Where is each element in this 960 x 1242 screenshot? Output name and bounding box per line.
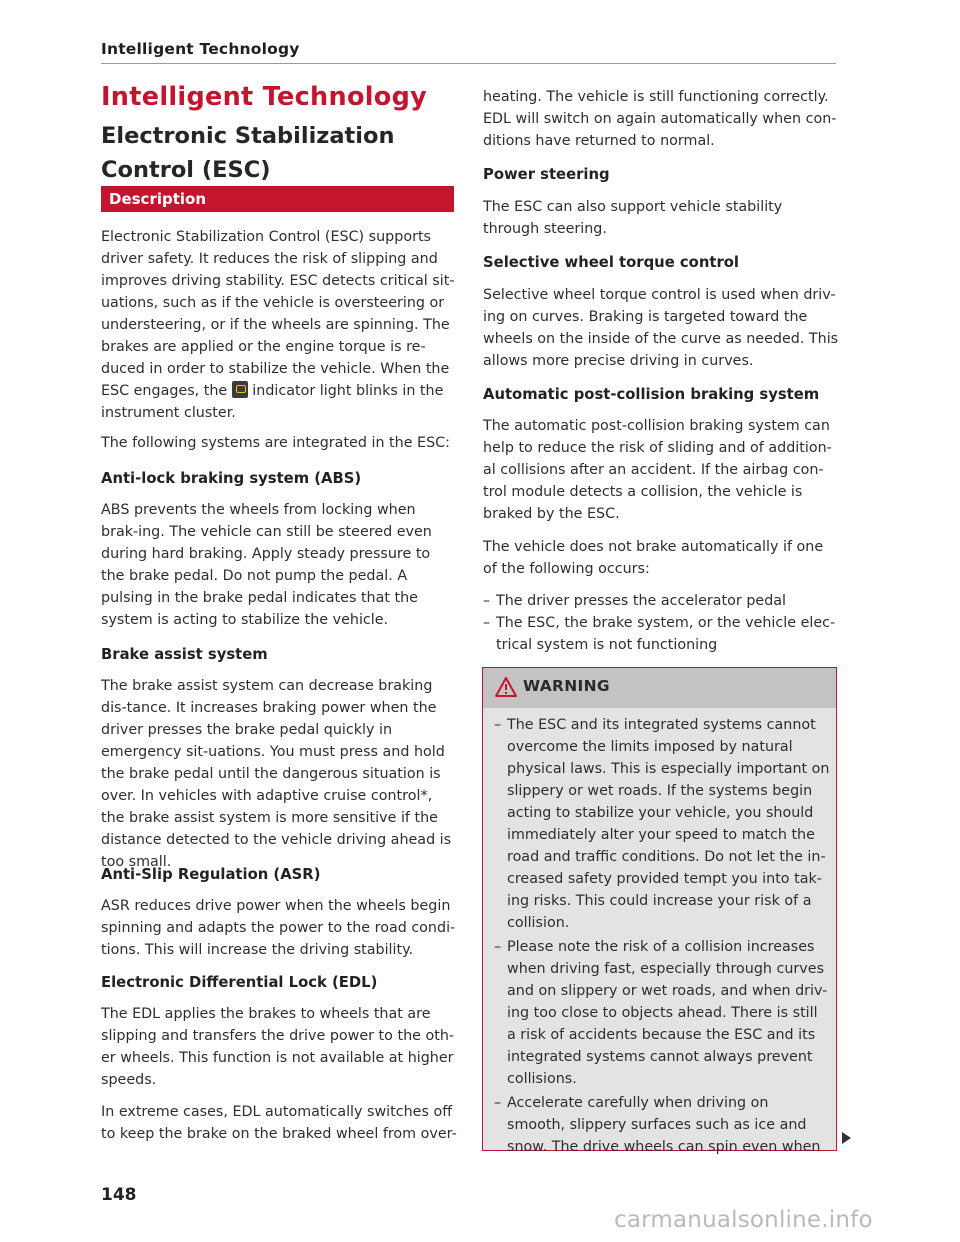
warning-body	[494, 714, 830, 1160]
intro-text-end: indicator light blinks in the instrument cluster.	[101, 383, 444, 421]
bas-heading: Brake assist system	[101, 646, 268, 663]
swtc-text: Selective wheel torque control is used when driv-ing on curves. Braking is targeted toward the wheels on the inside of the curve as needed. This allows more precise driving in curves.	[483, 287, 839, 369]
warning-item	[494, 936, 830, 1090]
power-steering-text: The ESC can also support vehicle stability through steering.	[483, 199, 783, 237]
asr-text: ASR reduces drive power when the wheels begin spinning and adapts the power to the road condi-tions. This will increase the driving stability.	[101, 898, 456, 958]
dash: –	[494, 1095, 502, 1111]
intro-text: Electronic Stabilization Control (ESC) supports driver safety. It reduces the risk of slipping and improves driving stability. ESC detects critical sit-uations, such as if the vehicle is oversteering or understeering, or if the wheels are spinning. The brakes are applied or the engine torque is re-duced in order to stabilize the vehicle. When the ESC engages, the	[101, 229, 455, 399]
list-item	[483, 590, 839, 612]
warning-item	[494, 1092, 830, 1158]
abs-text: ABS prevents the wheels from locking when brak-ing. The vehicle can still be steered even during hard braking. Apply steady pressure to the brake pedal. Do not pump the pedal. A pulsing in the brake pedal indicates that the system is acting to stabilize the vehicle.	[101, 502, 432, 628]
warning-triangle-icon	[495, 677, 517, 697]
integrated-text: The following systems are integrated in the ESC:	[101, 435, 450, 451]
warning-item-text: Please note the risk of a collision increases when driving fast, especially through curves and on slippery or wet roads, and when driv-ing too close to objects ahead. There is still a risk of accidents because the ESC and its integrated systems cannot always prevent collisions.	[507, 939, 828, 1087]
continue-arrow-icon	[842, 1132, 851, 1144]
edl-continued-text: heating. The vehicle is still functioning correctly. EDL will switch on again automatically when con-ditions have returned to normal.	[483, 89, 837, 149]
list-item-text: The driver presses the accelerator pedal	[496, 593, 787, 609]
warning-box	[482, 667, 837, 1155]
section-title: Electronic Stabilization Control (ESC)	[101, 123, 395, 183]
page-number: 148	[101, 1185, 137, 1205]
apcb-heading: Automatic post-collision braking system	[483, 386, 820, 403]
dash: –	[483, 593, 491, 609]
list-item-text: The ESC, the brake system, or the vehicle elec-trical system is not functioning	[496, 615, 836, 653]
swtc-heading: Selective wheel torque control	[483, 254, 739, 271]
running-header: Intelligent Technology	[101, 40, 300, 58]
intro-paragraph	[101, 226, 461, 424]
asr-heading: Anti-Slip Regulation (ASR)	[101, 866, 321, 883]
warning-header	[483, 668, 836, 708]
power-steering-heading: Power steering	[483, 166, 610, 183]
edl-text-2: In extreme cases, EDL automatically switches off to keep the brake on the braked wheel from over-	[101, 1104, 457, 1142]
abs-heading: Anti-lock braking system (ABS)	[101, 470, 362, 487]
edl-heading: Electronic Differential Lock (EDL)	[101, 974, 378, 991]
dash: –	[494, 717, 502, 733]
no-brake-text: The vehicle does not brake automatically if one of the following occurs:	[483, 539, 824, 577]
warning-item-text: Accelerate carefully when driving on smooth, slippery surfaces such as ice and snow. The drive wheels can spin even when	[507, 1095, 821, 1155]
header-rule	[101, 63, 836, 64]
edl-text: The EDL applies the brakes to wheels that are slipping and transfers the drive power to the oth-er wheels. This function is not available at higher speeds.	[101, 1006, 455, 1088]
bas-text: The brake assist system can decrease braking dis-tance. It increases braking power when the driver presses the brake pedal quickly in emergency sit-uations. You must press and hold the brake pedal until the dangerous situation is over. In vehicles with adaptive cruise control*, the brake assist system is more sensitive if the distance detected to the vehicle driving ahead is too small.	[101, 678, 452, 870]
esc-indicator-icon	[232, 381, 248, 398]
chapter-title: Intelligent Technology	[101, 82, 428, 112]
dash: –	[483, 615, 491, 631]
description-bar	[101, 186, 454, 212]
warning-title: WARNING	[523, 677, 610, 695]
warning-item	[494, 714, 830, 934]
warning-item-text: The ESC and its integrated systems cannot overcome the limits imposed by natural physical laws. This is especially important on slippery or wet roads. If the systems begin acting to stabilize your vehicle, you should immediately alter your speed to match the road and traffic conditions. Do not let the in-creased safety provided tempt you into tak-ing risks. This could increase your risk of a collision.	[507, 717, 830, 931]
description-label: Description	[109, 190, 207, 208]
dash: –	[494, 939, 502, 955]
watermark: carmanualsonline.info	[614, 1207, 873, 1233]
apcb-text: The automatic post-collision braking system can help to reduce the risk of sliding and of addition-al collisions after an accident. If the airbag con-trol module detects a collision, the vehicle is braked by the ESC.	[483, 418, 832, 522]
list-item	[483, 612, 839, 656]
